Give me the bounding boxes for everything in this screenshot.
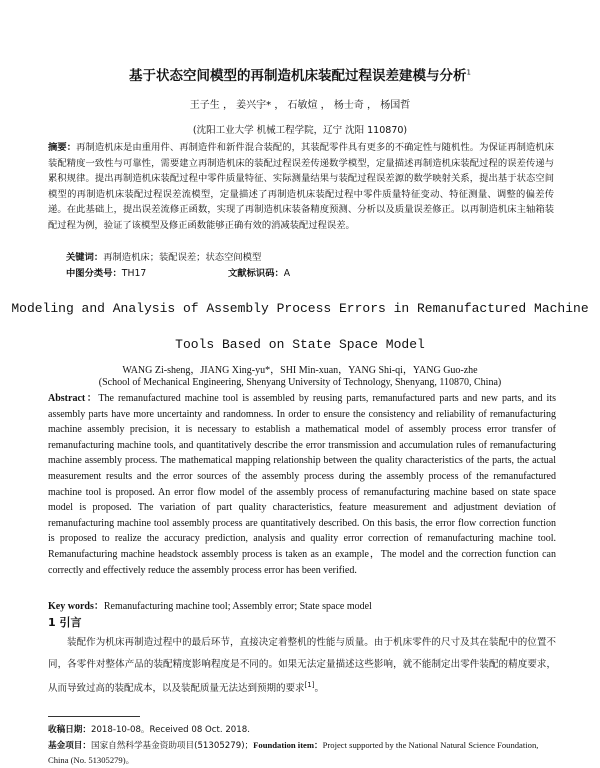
title-footnote-mark: 1 (466, 68, 471, 77)
intro-paragraph (48, 632, 556, 700)
fund-label-en: Foundation item： (253, 740, 323, 750)
received-label: 收稿日期： (48, 725, 91, 735)
abstract-cn-text: 再制造机床是由重用件、再制造件和新件混合装配的，其装配零件具有更多的不确定性与随机性。为保证再制造机床装配精度一致性与可靠性，需要建立再制造机床的装配过程误差传递数学模型，定量描述再制造机床装配过程的误差传递与累积规律。提出再制造机床装配过程中零件质量特征、实际测量结果与装配过程误差源的数学映射关系，提出基于状态空间模型的再制造机床装配过程误差流模型，定量描述了再制造机床装配过程中零件质量特征变动、特征测量、调整的偏差传递。在此基础上，提出误差流修正函数，实现了再制造机床装备精度预测、分析以及质量误差修正。以再制造机床主轴箱装配过程为例，验证了该模型及修正函数能够正确有效的消减装配过程误差。 (48, 142, 554, 231)
title-en (0, 296, 600, 358)
section-heading: 1 引言 (48, 616, 82, 629)
abstract-en-text: The remanufactured machine tool is assembled by reusing parts, remanufactured parts and new parts, and its assembly parts have more uncertainty and randomness. In order to ensure the consistency and reliability of remanufacturing machine assembly precision, it is necessary to establish a mathematical model of assembly process error transfer of remanufacturing machine tools, and quantitatively describe the error transmission and accumulation rules of remanufacturing machine assembly process. The mathematical mapping relationship between the quality characteristics of the parts, the actual measurement results and the error sources of the assembly process during the assembly process of the remanufactured machine tool is proposed. An error flow model of the assembly process of remanufacturing machine based on state space model is proposed. The variation of part quality characteristics, feature measurement and adjustment deviation of remanufacturing machine tool assembly process are quantitatively described. On this basis, the error flow correction function is proposed to realize the accuracy prediction, analysis and quality error correction of remanufacturing machine tool. Remanufacturing machine headstock assembly process is taken as an example，The model and the correction function can correctly and effectively reduce the assembly process error has been verified. (48, 393, 556, 576)
abstract-cn (48, 140, 554, 234)
title-en-line1: Modeling and Analysis of Assembly Process Errors in Remanufactured Machine (11, 301, 589, 316)
affiliation-cn: (沈阳工业大学 机械工程学院，辽宁 沈阳 110870) (192, 125, 408, 136)
clc-value: TH17 (121, 268, 147, 279)
authors-en: WANG Zi-sheng，JIANG Xing-yu*，SHI Min-xuan，YANG Shi-qi，YANG Guo-zhe (122, 365, 478, 376)
keywords-en (48, 597, 372, 612)
footnote-divider (48, 716, 140, 717)
classification-line (66, 265, 546, 279)
abstract-en-label: Abstract： (48, 393, 99, 404)
title-cn-text: 基于状态空间模型的再制造机床装配过程误差建模与分析 (129, 68, 467, 84)
received-text: 2018-10-08。Received 08 Oct. 2018. (90, 725, 250, 735)
document-code (228, 265, 290, 279)
keywords-cn (66, 249, 261, 263)
abstract-cn-label: 摘要： (48, 142, 77, 153)
authors-cn: 王子生 ， 姜兴宇* ， 石敏煊 ， 杨士奇 ， 杨国哲 (189, 100, 411, 111)
intro-end: 。 (314, 683, 324, 695)
title-en-line2: Tools Based on State Space Model (175, 337, 425, 352)
clc-label: 中图分类号： (66, 268, 122, 279)
footnote-received (48, 723, 556, 735)
title-cn (0, 64, 600, 84)
fund-text-en: Project supported by the National Natural Science Foundation, China (No. 51305279)。 (48, 740, 539, 765)
keywords-cn-text: 再制造机床；装配误差；状态空间模型 (103, 252, 262, 263)
doc-code-value: A (283, 268, 291, 279)
citation-ref: [1] (304, 681, 315, 689)
intro-text: 装配作为机床再制造过程中的最后环节，直接决定着整机的性能与质量。由于机床零件的尺寸及其在装配中的位置不同，各零件对整体产品的装配精度影响程度是不同的。如果无法定量描述这些影响，就不能制定出零件装配的精度要求，从而导致过高的装配成本，以及装配质量无法达到预期的要求 (48, 637, 556, 695)
fund-text-cn: 国家自然科学基金资助项目(51305279)； (90, 741, 254, 751)
keywords-en-text: Remanufacturing machine tool; Assembly error; State space model (103, 601, 372, 612)
keywords-cn-label: 关键词： (66, 252, 104, 263)
abstract-en (48, 391, 556, 578)
affiliation-en: (School of Mechanical Engineering, Shenyang University of Technology, Shenyang, 110870, China) (98, 377, 502, 388)
keywords-en-label: Key words： (48, 601, 104, 612)
fund-label: 基金项目： (48, 741, 91, 751)
doc-code-label: 文献标识码： (228, 268, 284, 279)
footnote-funding (48, 738, 560, 768)
